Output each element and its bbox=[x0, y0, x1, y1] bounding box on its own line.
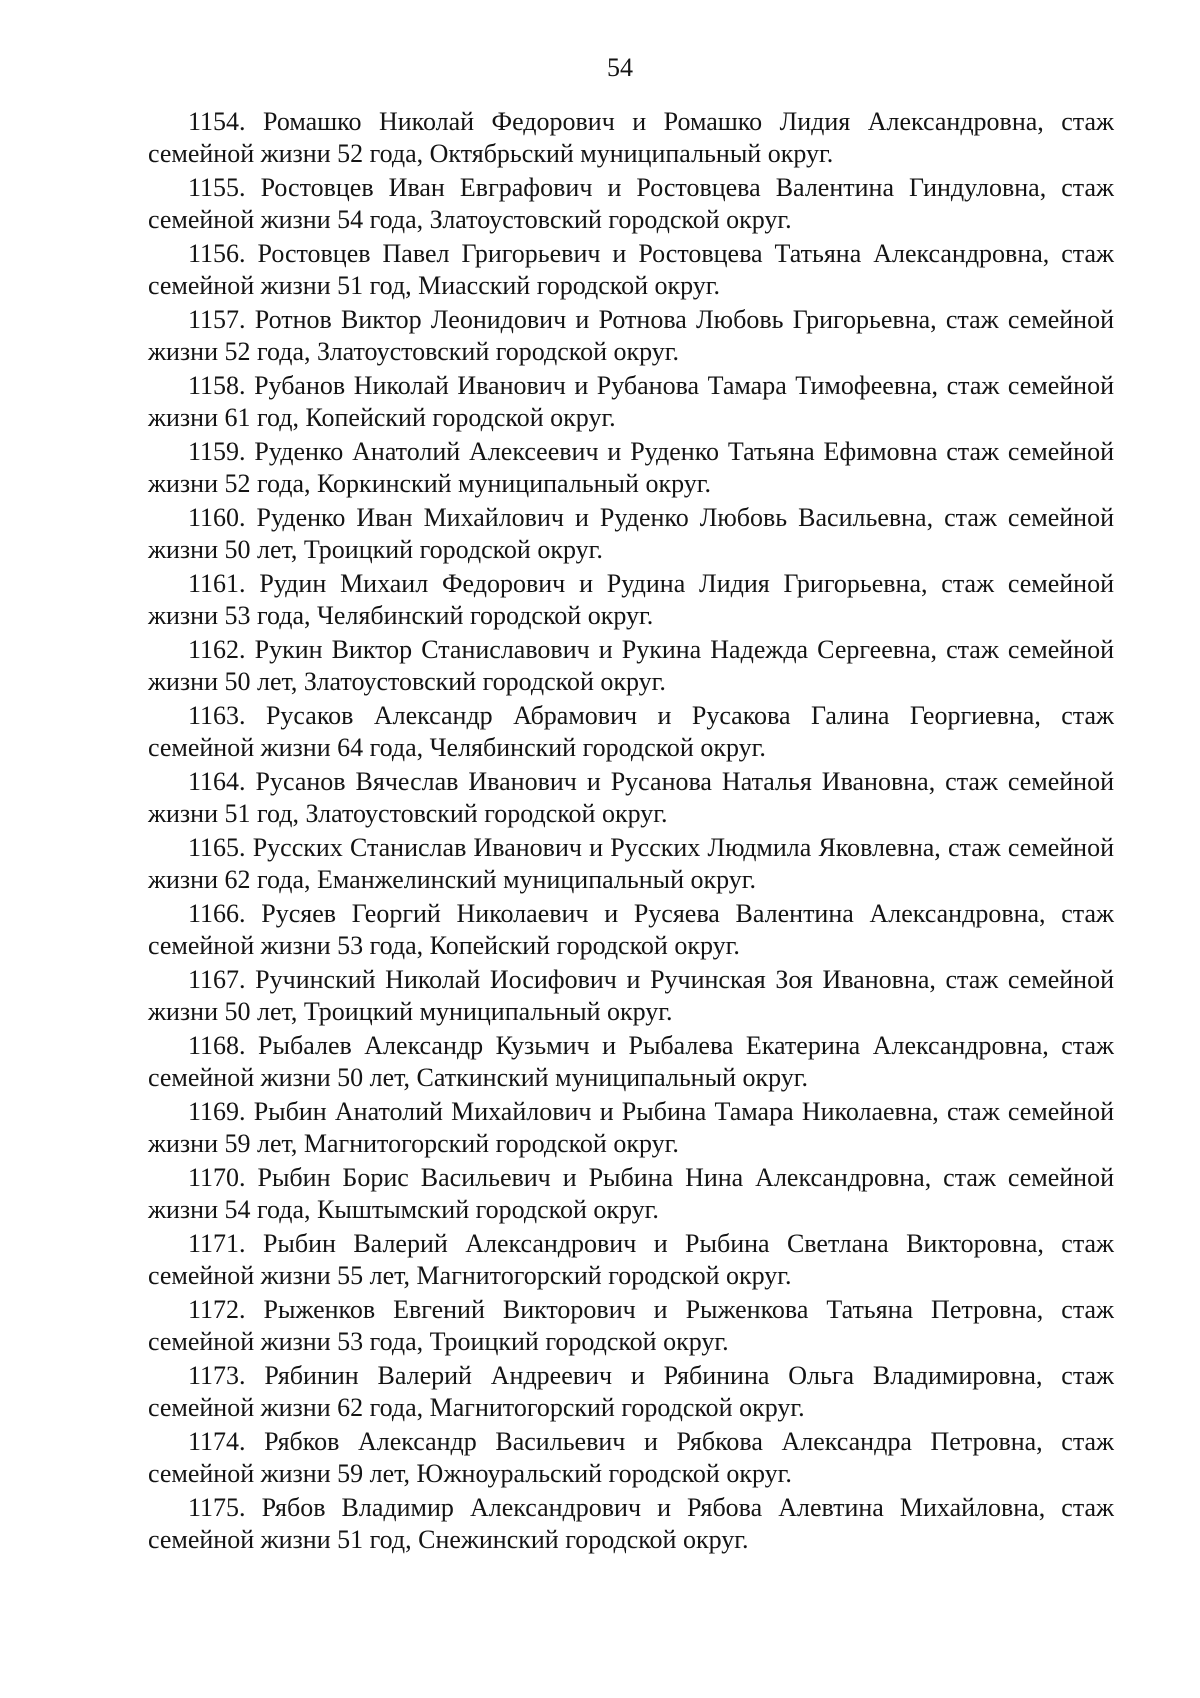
list-item: 1155. Ростовцев Иван Евграфович и Ростовцева Валентина Гиндуловна, стаж семейной жизни 54 года, Златоустовский городской округ. bbox=[148, 173, 1114, 234]
list-item: 1175. Рябов Владимир Александрович и Рябова Алевтина Михайловна, стаж семейной жизни 51 год, Снежинский городской округ. bbox=[148, 1493, 1114, 1554]
entry-list bbox=[148, 106, 1114, 1558]
list-item: 1159. Руденко Анатолий Алексеевич и Руденко Татьяна Ефимовна стаж семейной жизни 52 года, Коркинский муниципальный округ. bbox=[148, 437, 1114, 498]
list-item: 1162. Рукин Виктор Станиславович и Рукина Надежда Сергеевна, стаж семейной жизни 50 лет, Златоустовский городской округ. bbox=[148, 635, 1114, 696]
list-item: 1174. Рябков Александр Васильевич и Рябкова Александра Петровна, стаж семейной жизни 59 лет, Южноуральский городской округ. bbox=[148, 1427, 1114, 1488]
page-number: 54 bbox=[607, 53, 633, 82]
list-item: 1173. Рябинин Валерий Андреевич и Рябинина Ольга Владимировна, стаж семейной жизни 62 года, Магнитогорский городской округ. bbox=[148, 1361, 1114, 1422]
list-item: 1168. Рыбалев Александр Кузьмич и Рыбалева Екатерина Александровна, стаж семейной жизни 50 лет, Саткинский муниципальный округ. bbox=[148, 1031, 1114, 1092]
list-item: 1161. Рудин Михаил Федорович и Рудина Лидия Григорьевна, стаж семейной жизни 53 года, Челябинский городской округ. bbox=[148, 569, 1114, 630]
list-item: 1165. Русских Станислав Иванович и Русских Людмила Яковлевна, стаж семейной жизни 62 года, Еманжелинский муниципальный округ. bbox=[148, 833, 1114, 894]
list-item: 1169. Рыбин Анатолий Михайлович и Рыбина Тамара Николаевна, стаж семейной жизни 59 лет, Магнитогорский городской округ. bbox=[148, 1097, 1114, 1158]
list-item: 1164. Русанов Вячеслав Иванович и Русанова Наталья Ивановна, стаж семейной жизни 51 год, Златоустовский городской округ. bbox=[148, 767, 1114, 828]
list-item: 1163. Русаков Александр Абрамович и Русакова Галина Георгиевна, стаж семейной жизни 64 года, Челябинский городской округ. bbox=[148, 701, 1114, 762]
list-item: 1167. Ручинский Николай Иосифович и Ручинская Зоя Ивановна, стаж семейной жизни 50 лет, Троицкий муниципальный округ. bbox=[148, 965, 1114, 1026]
list-item: 1170. Рыбин Борис Васильевич и Рыбина Нина Александровна, стаж семейной жизни 54 года, Кыштымский городской округ. bbox=[148, 1163, 1114, 1224]
list-item: 1160. Руденко Иван Михайлович и Руденко Любовь Васильевна, стаж семейной жизни 50 лет, Троицкий городской округ. bbox=[148, 503, 1114, 564]
list-item: 1158. Рубанов Николай Иванович и Рубанова Тамара Тимофеевна, стаж семейной жизни 61 год, Копейский городской округ. bbox=[148, 371, 1114, 432]
list-item: 1154. Ромашко Николай Федорович и Ромашко Лидия Александровна, стаж семейной жизни 52 года, Октябрьский муниципальный округ. bbox=[148, 107, 1114, 168]
list-item: 1156. Ростовцев Павел Григорьевич и Ростовцева Татьяна Александровна, стаж семейной жизни 51 год, Миасский городской округ. bbox=[148, 239, 1114, 300]
list-item: 1171. Рыбин Валерий Александрович и Рыбина Светлана Викторовна, стаж семейной жизни 55 лет, Магнитогорский городской округ. bbox=[148, 1229, 1114, 1290]
list-item: 1166. Русяев Георгий Николаевич и Русяева Валентина Александровна, стаж семейной жизни 53 года, Копейский городской округ. bbox=[148, 899, 1114, 960]
list-item: 1172. Рыженков Евгений Викторович и Рыженкова Татьяна Петровна, стаж семейной жизни 53 года, Троицкий городской округ. bbox=[148, 1295, 1114, 1356]
list-item: 1157. Ротнов Виктор Леонидович и Ротнова Любовь Григорьевна, стаж семейной жизни 52 года, Златоустовский городской округ. bbox=[148, 305, 1114, 366]
